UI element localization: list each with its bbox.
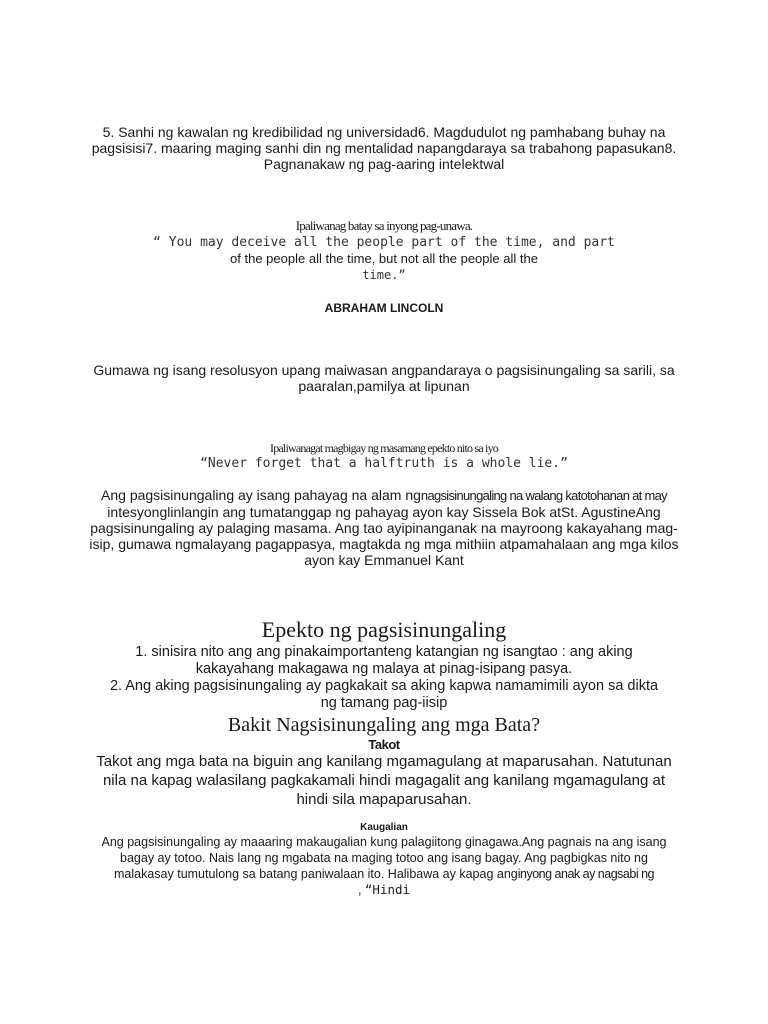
quote1-line: time.” — [362, 268, 406, 282]
paragraph-line — [0, 882, 768, 898]
paragraph-line-part: Ang pagsisinungaling ay isang pahayag na alam ng — [101, 487, 421, 503]
quote2-text: “Never forget that a halftruth is a whole lie.” — [200, 456, 568, 471]
paragraph-line-part: malakasay tumutulong sa batang paniwalaan ito. Halibawa ay kapag ang — [114, 867, 518, 881]
paragraph-line: pagsisinungaling ay palaging masama. Ang tao ayipinanganak na mayroong kakayahang mag- — [90, 520, 678, 536]
paragraph-line: bagay ay totoo. Nais lang ng mgabata na maging totoo ang isang bagay. Ang pagbigkas nito ng — [120, 851, 648, 865]
paragraph-line: nila na kapag walasilang pagkakamali hindi magagalit ang kanilang mgamagulang at — [102, 772, 666, 789]
paragraph-line — [0, 866, 768, 882]
why-heading: Bakit Nagsisinungaling ang mga Bata? — [227, 714, 541, 736]
paragraph-line: ayon kay Emmanuel Kant — [304, 552, 464, 568]
paragraph-line — [0, 487, 768, 504]
effects-line: kakayahang makagawa ng malaya at pinag-isipang pasya. — [195, 661, 573, 677]
quote1-line: of the people all the time, but not all the people all the — [230, 251, 538, 266]
effects-line: 2. Ang aking pagsisinungaling ay pagkakait sa aking kapwa namamimili ayon sa dikta — [109, 678, 659, 694]
quote2-instruction: Ipaliwanagat magbigay ng masamang epekto nito sa iyo — [270, 441, 498, 455]
definition-paragraph — [0, 487, 768, 568]
paragraph-line: paaralan,pamilya at lipunan — [298, 378, 470, 394]
paragraph-line: 5. Sanhi ng kawalan ng kredibilidad ng universidad6. Magdudulot ng pamhabang buhay na — [102, 124, 666, 140]
takot-subheading: Takot — [368, 737, 400, 752]
paragraph-line-part: “Hindi — [364, 882, 411, 897]
effects-list — [0, 644, 768, 712]
quote1-line: “ You may deceive all the people part of the time, and part — [153, 235, 615, 250]
paragraph-line: Gumawa ng isang resolusyon upang maiwasan angpandaraya o pagsisinungaling sa sarili, sa — [93, 362, 675, 378]
paragraph-line: Pagnanakaw ng pag-aaring intelektwal — [263, 156, 505, 172]
paragraph-line: Takot ang mga bata na biguin ang kanilang mgamagulang at maparusahan. Natutunan — [96, 753, 672, 770]
numbered-consequences-paragraph — [0, 124, 768, 172]
paragraph-line: pagsisisi7. maaring maging sanhi din ng mentalidad napangdaraya sa trabahong papasukan8. — [91, 140, 677, 156]
effects-line: 1. sinisira nito ang ang pinakaimportanteng katangian ng isangtao : ang aking — [135, 644, 633, 660]
takot-paragraph — [0, 752, 768, 809]
kaugalian-paragraph — [0, 834, 768, 898]
paragraph-line: isip, gumawa ngmalayang pagappasya, magtakda ng mga mithiin atpamahalaan ang mga kilos — [89, 536, 679, 552]
paragraph-line-part: inyong anak ay nagsabi ng — [517, 867, 654, 881]
paragraph-line-part: , — [357, 883, 365, 897]
kaugalian-subheading: Kaugalian — [360, 822, 408, 833]
paragraph-line-part: nagsisinungaling na walang katotohanan at may — [420, 488, 667, 503]
paragraph-line: intesyonglinlangin ang tumatanggap ng pahayag ayon kay Sissela Bok atSt. AgustineAng — [107, 504, 661, 520]
effects-heading: Epekto ng pagsisinungaling — [261, 617, 507, 642]
resolution-paragraph — [0, 362, 768, 394]
effects-line: ng tamang pag-iisip — [320, 695, 448, 711]
quote1-instruction: Ipaliwanag batay sa inyong pag-unawa. — [295, 218, 473, 233]
paragraph-line: Ang pagsisinungaling ay maaaring makaugalian kung palagiitong ginagawa.Ang pagnais na ang isang — [101, 835, 667, 849]
paragraph-line: hindi sila mapaparusahan. — [296, 791, 472, 808]
quote-author: ABRAHAM LINCOLN — [324, 301, 444, 315]
